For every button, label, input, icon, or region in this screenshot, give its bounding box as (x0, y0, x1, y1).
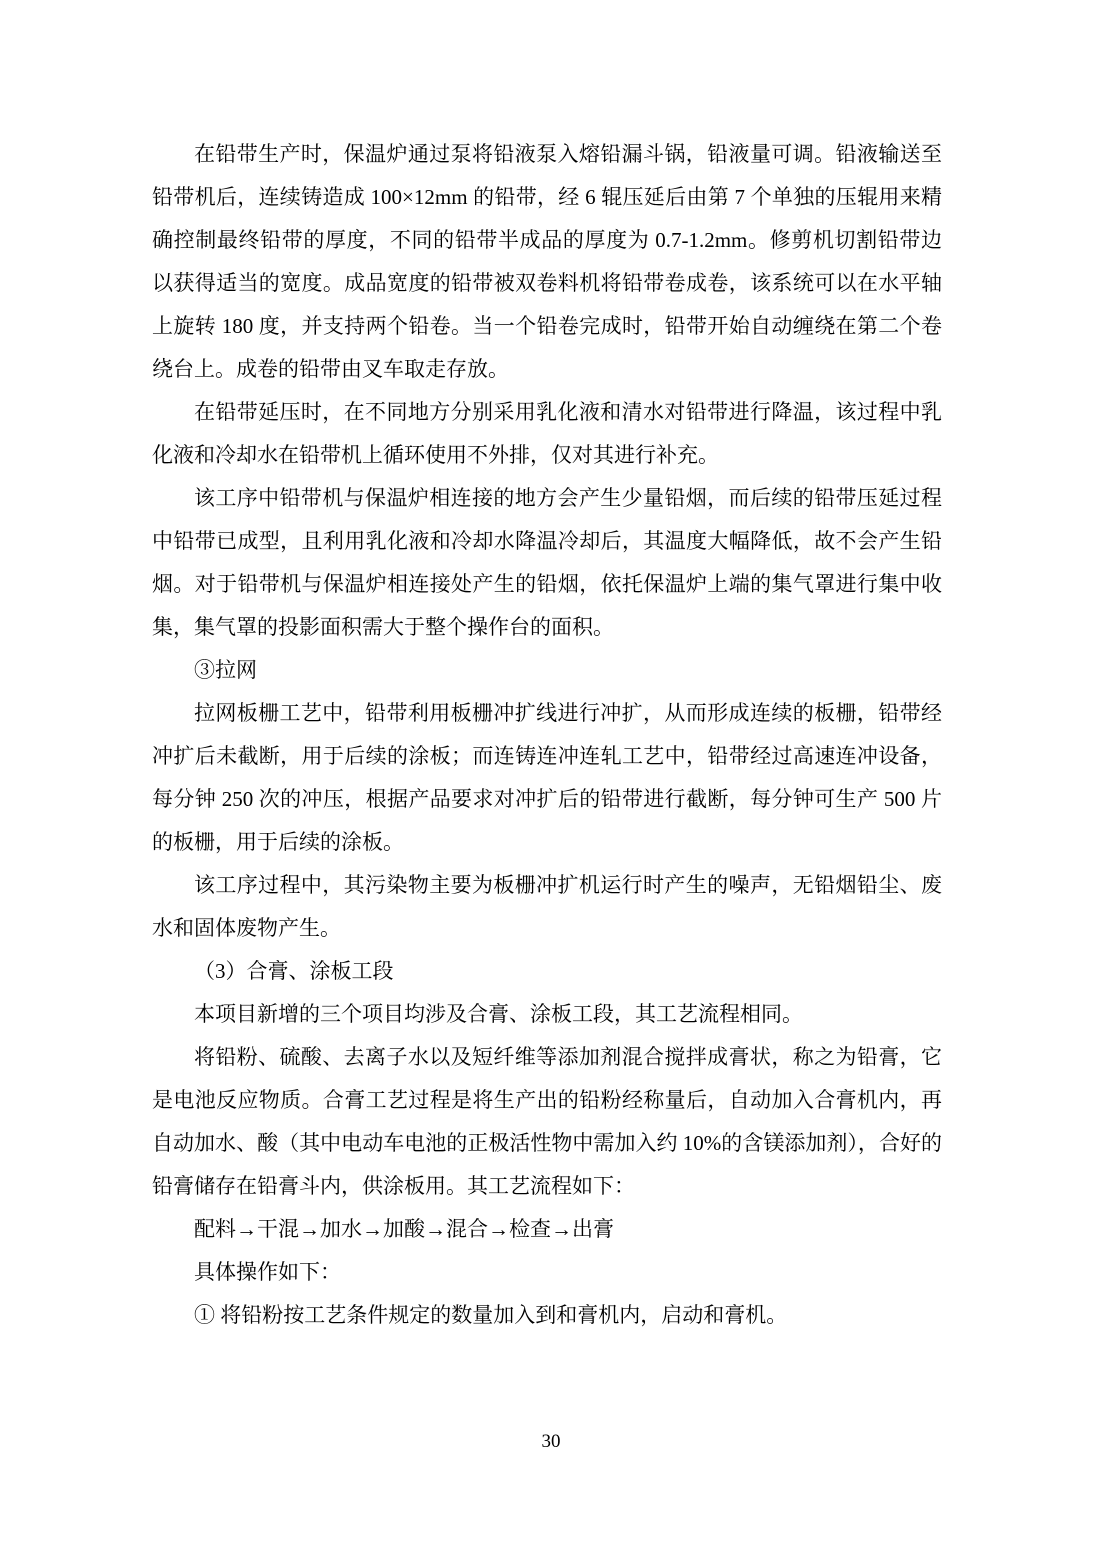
paragraph-process-flow: 配料→干混→加水→加酸→混合→检查→出膏 (194, 1217, 614, 1241)
heading-expanded-metal: ③拉网 (194, 658, 257, 682)
heading-paste-mixing-section: （3）合膏、涂板工段 (194, 959, 394, 983)
paragraph-strip-cooling: 在铅带延压时，在不同地方分别采用乳化液和清水对铅带进行降温，该过程中乳化液和冷却水在铅带机上循环使用不外排，仅对其进行补充。 (152, 400, 942, 467)
paragraph-fume-collection: 该工序中铅带机与保温炉相连接的地方会产生少量铅烟，而后续的铅带压延过程中铅带已成型，且利用乳化液和冷却水降温冷却后，其温度大幅降低，故不会产生铅烟。对于铅带机与保温炉相连接处产生的铅烟，依托保温炉上端的集气罩进行集中收集，集气罩的投影面积需大于整个操作台的面积。 (152, 486, 942, 639)
paragraph-expanded-metal-pollutants: 该工序过程中，其污染物主要为板栅冲扩机运行时产生的噪声，无铅烟铅尘、废水和固体废物产生。 (152, 873, 942, 940)
paragraph-lead-strip-production: 在铅带生产时，保温炉通过泵将铅液泵入熔铅漏斗锅，铅液量可调。铅液输送至铅带机后，连续铸造成 100×12mm 的铅带，经 6 辊压延后由第 7 个单独的压辊用来精确控制最终铅带的厚度，不同的铅带半成品的厚度为 0.7-1.2mm。修剪机切割铅带边以获得适当的宽度。成品宽度的铅带被双卷料机将铅带卷成卷，该系统可以在水平轴上旋转 180 度，并支持两个铅卷。当一个铅卷完成时，铅带开始自动缠绕在第二个卷绕台上。成卷的铅带由叉车取走存放。 (152, 142, 942, 381)
paragraph-operation-step-1: ① 将铅粉按工艺条件规定的数量加入到和膏机内，启动和膏机。 (194, 1303, 788, 1327)
paragraph-paste-mixing-process: 将铅粉、硫酸、去离子水以及短纤维等添加剂混合搅拌成膏状，称之为铅膏，它是电池反应物质。合膏工艺过程是将生产出的铅粉经称量后，自动加入合膏机内，再自动加水、酸（其中电动车电池的正极活性物中需加入约 10%的含镁添加剂），合好的铅膏储存在铅膏斗内，供涂板用。其工艺流程如下： (152, 1045, 942, 1198)
text-content (152, 133, 942, 1337)
paragraph-expanded-metal-process: 拉网板栅工艺中，铅带利用板栅冲扩线进行冲扩，从而形成连续的板栅，铅带经冲扩后未截断，用于后续的涂板；而连铸连冲连轧工艺中，铅带经过高速连冲设备，每分钟 250 次的冲压，根据产品要求对冲扩后的铅带进行截断，每分钟可生产 500 片的板栅，用于后续的涂板。 (152, 701, 942, 854)
paragraph-operation-intro: 具体操作如下： (194, 1260, 341, 1284)
paragraph-projects-involved: 本项目新增的三个项目均涉及合膏、涂板工段，其工艺流程相同。 (194, 1002, 803, 1026)
page-number: 30 (541, 1431, 561, 1452)
